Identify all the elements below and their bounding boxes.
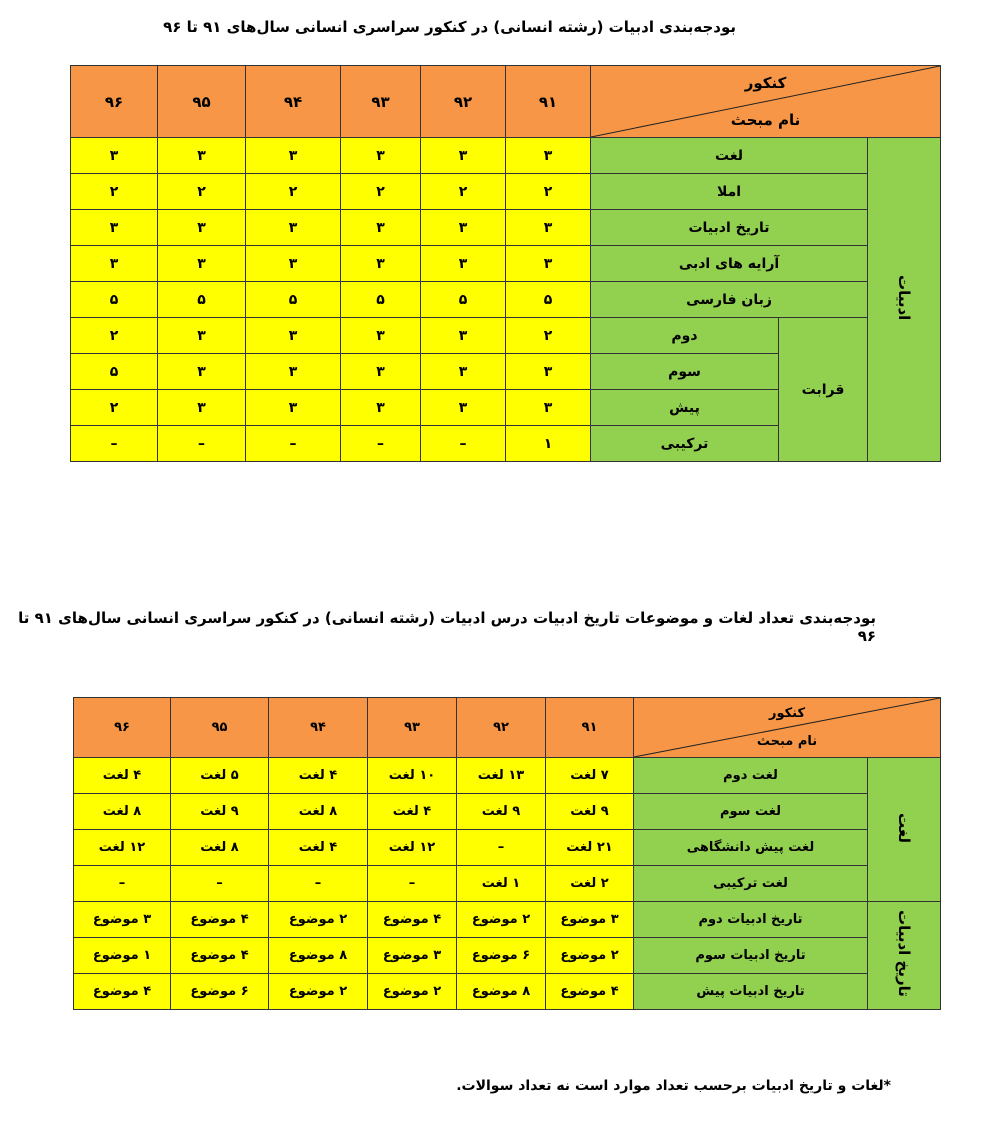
value-cell: ۲ [506, 174, 591, 210]
subgroup-label: قرابت [779, 318, 868, 462]
topic-label: پیش [591, 390, 779, 426]
value-cell: ۳ [158, 318, 246, 354]
value-cell: ۱۲ لغت [368, 830, 457, 866]
header-corner-cell [591, 66, 941, 138]
value-cell: ۴ موضوع [74, 974, 171, 1010]
vocab-history-budget-table [73, 697, 941, 1010]
value-cell: ۳ [158, 390, 246, 426]
value-cell: ۲ [506, 318, 591, 354]
value-cell: – [246, 426, 341, 462]
value-cell: ۶ موضوع [457, 938, 546, 974]
value-cell: ۸ موضوع [457, 974, 546, 1010]
value-cell: ۴ لغت [74, 758, 171, 794]
value-cell: ۲ لغت [546, 866, 634, 902]
value-cell: ۳ [421, 390, 506, 426]
value-cell: ۴ موضوع [546, 974, 634, 1010]
value-cell: ۵ [341, 282, 421, 318]
value-cell: – [368, 866, 457, 902]
value-cell: ۵ [71, 282, 158, 318]
group-label [868, 138, 941, 462]
value-cell: ۷ لغت [546, 758, 634, 794]
value-cell: ۹ لغت [457, 794, 546, 830]
value-cell: ۲ [421, 174, 506, 210]
table-row [71, 210, 941, 246]
topic-label: املا [591, 174, 868, 210]
value-cell: ۲ [341, 174, 421, 210]
value-cell: ۵ [246, 282, 341, 318]
value-cell: ۳ [246, 390, 341, 426]
value-cell: ۲ [246, 174, 341, 210]
value-cell: ۱ موضوع [74, 938, 171, 974]
value-cell: ۸ لغت [269, 794, 368, 830]
value-cell: ۸ لغت [74, 794, 171, 830]
table-row [74, 938, 941, 974]
value-cell: ۳ [506, 390, 591, 426]
topic-label: ترکیبی [591, 426, 779, 462]
value-cell: ۳ [506, 354, 591, 390]
year-header: ۹۱ [506, 66, 591, 138]
value-cell: ۳ موضوع [546, 902, 634, 938]
table1-title: بودجه‌بندی ادبیات (رشته انسانی) در کنکور سراسری انسانی سال‌های ۹۱ تا ۹۶ [163, 18, 736, 36]
value-cell: ۱ لغت [457, 866, 546, 902]
table-row [74, 794, 941, 830]
value-cell: ۴ موضوع [171, 902, 269, 938]
value-cell: ۳ [71, 246, 158, 282]
year-header: ۹۳ [341, 66, 421, 138]
value-cell: ۶ موضوع [171, 974, 269, 1010]
value-cell: ۴ موضوع [368, 902, 457, 938]
value-cell: ۸ موضوع [269, 938, 368, 974]
group-label-text: لغت [895, 812, 913, 843]
value-cell: ۳ [71, 138, 158, 174]
value-cell: ۳ موضوع [74, 902, 171, 938]
year-header: ۹۵ [158, 66, 246, 138]
value-cell: ۳ [341, 246, 421, 282]
header-topic-name: نام مبحث [730, 111, 801, 129]
value-cell: ۱۰ لغت [368, 758, 457, 794]
value-cell: ۴ لغت [269, 758, 368, 794]
topic-label: لغت دوم [634, 758, 868, 794]
value-cell: ۳ [421, 138, 506, 174]
table-row [71, 138, 941, 174]
value-cell: ۴ لغت [368, 794, 457, 830]
value-cell: ۵ [506, 282, 591, 318]
value-cell: ۳ [158, 354, 246, 390]
value-cell: – [457, 830, 546, 866]
value-cell: ۱ [506, 426, 591, 462]
value-cell: ۹ لغت [546, 794, 634, 830]
group-label-text: تاریخ ادبیات [895, 910, 913, 997]
value-cell: ۲ موضوع [269, 974, 368, 1010]
value-cell: ۳ [421, 318, 506, 354]
year-header: ۹۴ [269, 698, 368, 758]
topic-label: دوم [591, 318, 779, 354]
group-label [868, 758, 941, 902]
value-cell: ۳ [421, 246, 506, 282]
value-cell: ۵ [71, 354, 158, 390]
value-cell: ۳ [421, 354, 506, 390]
table-row [74, 758, 941, 794]
value-cell: ۳ [506, 246, 591, 282]
year-header: ۹۵ [171, 698, 269, 758]
topic-label: تاریخ ادبیات سوم [634, 938, 868, 974]
topic-label: زبان فارسی [591, 282, 868, 318]
value-cell: ۳ [246, 246, 341, 282]
table-row [71, 174, 941, 210]
value-cell: ۳ [341, 138, 421, 174]
header-row [71, 66, 941, 138]
value-cell: ۲ موضوع [368, 974, 457, 1010]
value-cell: ۴ موضوع [171, 938, 269, 974]
table-row [74, 974, 941, 1010]
topic-label: لغت ترکیبی [634, 866, 868, 902]
topic-label: لغت سوم [634, 794, 868, 830]
value-cell: ۵ [158, 282, 246, 318]
value-cell: ۵ لغت [171, 758, 269, 794]
value-cell: ۱۳ لغت [457, 758, 546, 794]
year-header: ۹۲ [421, 66, 506, 138]
topic-label: لغت [591, 138, 868, 174]
value-cell: ۲ [71, 390, 158, 426]
header-topic-name: نام مبحث [756, 734, 818, 749]
topic-label: لغت پیش دانشگاهی [634, 830, 868, 866]
header-corner-cell [634, 698, 941, 758]
year-header: ۹۳ [368, 698, 457, 758]
header-konkur: کنکور [768, 706, 806, 721]
value-cell: ۹ لغت [171, 794, 269, 830]
value-cell: – [71, 426, 158, 462]
topic-label: آرایه های ادبی [591, 246, 868, 282]
topic-label: تاریخ ادبیات دوم [634, 902, 868, 938]
topic-label: سوم [591, 354, 779, 390]
value-cell: ۳ [421, 210, 506, 246]
value-cell: ۳ [506, 138, 591, 174]
value-cell: – [269, 866, 368, 902]
value-cell: ۳ [341, 354, 421, 390]
value-cell: ۳ [71, 210, 158, 246]
value-cell: – [74, 866, 171, 902]
topic-label: تاریخ ادبیات [591, 210, 868, 246]
value-cell: ۳ [158, 210, 246, 246]
value-cell: ۸ لغت [171, 830, 269, 866]
footnote: *لغات و تاریخ ادبیات برحسب تعداد موارد است نه تعداد سوالات. [456, 1078, 891, 1094]
value-cell: ۳ [341, 210, 421, 246]
table-row [74, 866, 941, 902]
value-cell: ۲۱ لغت [546, 830, 634, 866]
value-cell: ۱۲ لغت [74, 830, 171, 866]
value-cell: ۳ [246, 354, 341, 390]
table-row [71, 246, 941, 282]
value-cell: ۴ لغت [269, 830, 368, 866]
value-cell: – [341, 426, 421, 462]
year-header: ۹۶ [74, 698, 171, 758]
table-row [74, 902, 941, 938]
group-label-text: ادبیات [895, 274, 914, 321]
year-header: ۹۶ [71, 66, 158, 138]
header-row [74, 698, 941, 758]
value-cell: – [171, 866, 269, 902]
value-cell: ۲ [71, 174, 158, 210]
table-row [74, 830, 941, 866]
table-row [71, 282, 941, 318]
value-cell: ۳ موضوع [368, 938, 457, 974]
value-cell: ۳ [246, 210, 341, 246]
value-cell: ۳ [246, 138, 341, 174]
topic-label: تاریخ ادبیات پیش [634, 974, 868, 1010]
literature-budget-table [70, 65, 941, 462]
value-cell: ۳ [246, 318, 341, 354]
value-cell: – [158, 426, 246, 462]
value-cell: ۲ [158, 174, 246, 210]
value-cell: ۳ [506, 210, 591, 246]
table-row [71, 318, 941, 354]
value-cell: ۲ موضوع [269, 902, 368, 938]
value-cell: ۳ [341, 390, 421, 426]
header-konkur: کنکور [744, 74, 787, 92]
value-cell: ۳ [341, 318, 421, 354]
value-cell: ۲ موضوع [457, 902, 546, 938]
group-label [868, 902, 941, 1010]
value-cell: – [421, 426, 506, 462]
value-cell: ۵ [421, 282, 506, 318]
value-cell: ۲ [71, 318, 158, 354]
value-cell: ۳ [158, 246, 246, 282]
table2-title: بودجه‌بندی تعداد لغات و موضوعات تاریخ ادبیات درس ادبیات (رشته انسانی) در کنکور سراسری انسانی سال‌های ۹۱ تا ۹۶ [18, 609, 876, 645]
value-cell: ۲ موضوع [546, 938, 634, 974]
year-header: ۹۲ [457, 698, 546, 758]
year-header: ۹۱ [546, 698, 634, 758]
value-cell: ۳ [158, 138, 246, 174]
year-header: ۹۴ [246, 66, 341, 138]
